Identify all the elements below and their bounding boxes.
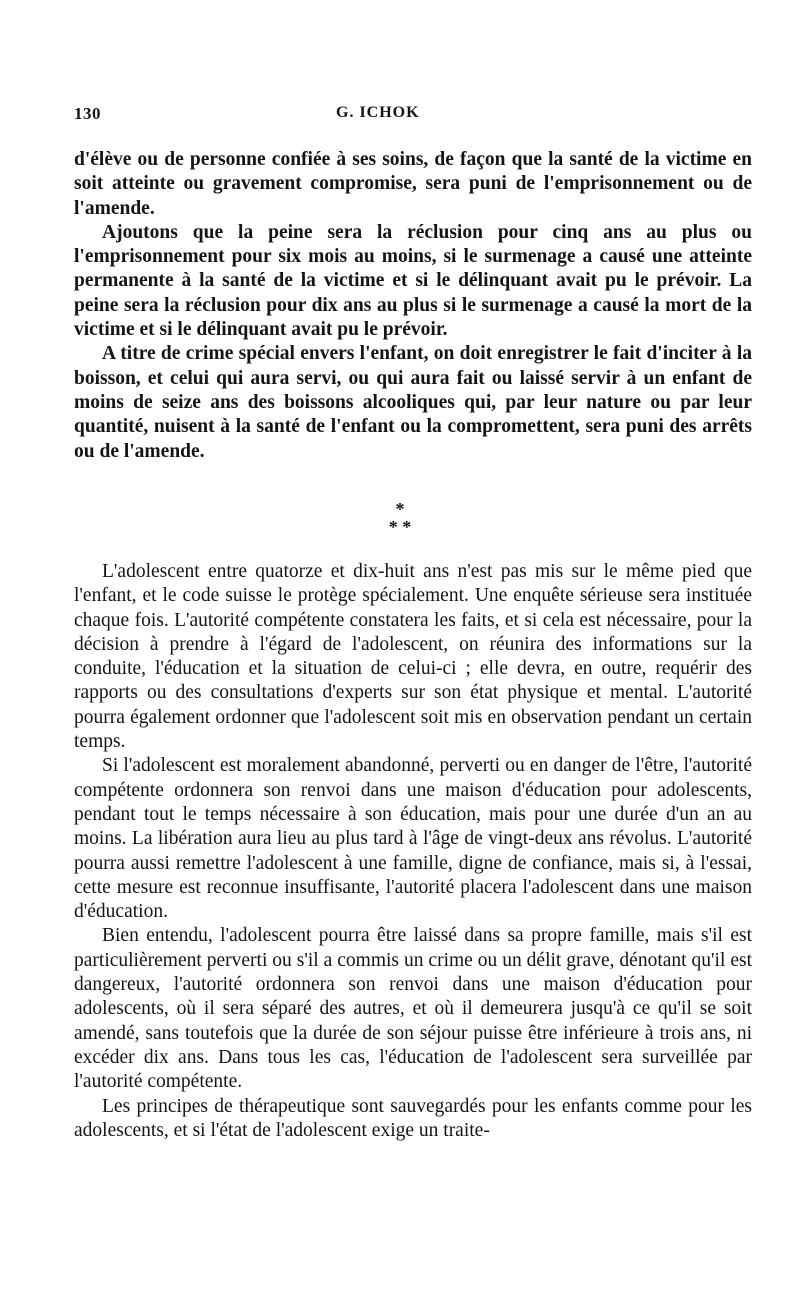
paragraph-family: Bien entendu, l'adolescent pourra être laissé dans sa propre famille, mais s'il est particulièrement perverti ou s'il a commis un crime ou un délit grave, dénotant qu'il est dangereux, l'autorité ordonnera son renvoi dans une maison d'éducation pour adolescents, où il sera séparé des autres, et où il demeurera jusqu'à ce qu'il se soit amendé, sans toutefois que la durée de son séjour puisse être inférieure à trois ans, ni excéder dix ans. Dans tous les cas, l'éducation de l'adolescent sera surveillée par l'autorité compétente.: [74, 925, 752, 1093]
text-block-bottom: [74, 560, 752, 1143]
paragraph-moral-abandonment: Si l'adolescent est moralement abandonné, perverti ou en danger de l'être, l'autorité compétente ordonnera son renvoi dans une maison d'éducation pour adolescents, pendant tout le temps nécessaire à son éducation, mais pour une durée d'un an au moins. La libération aura lieu au plus tard à l'âge de vingt-deux ans révolus. L'autorité pourra aussi remettre l'adolescent à une famille, digne de confiance, mais si, à l'essai, cette mesure est reconnue insuffisante, l'autorité placera l'adolescent dans une maison d'éducation.: [74, 755, 752, 923]
text-block-top: [74, 148, 752, 464]
asterism-top: *: [395, 499, 405, 519]
page-header: [74, 104, 754, 128]
paragraph-penalties: Ajoutons que la peine sera la réclusion pour cinq ans au plus ou l'emprisonnement pour six mois au moins, si le surmenage a causé une atteinte permanente à la santé de la victime et si le délinquant avait pu le prévoir. La peine sera la réclusion pour dix ans au plus si le surmenage a causé la mort de la victime et si le délinquant avait pu le prévoir.: [74, 221, 752, 341]
paragraph-adolescent-inquiry: L'adolescent entre quatorze et dix-huit ans n'est pas mis sur le même pied que l'enfant, et le code suisse le protège spécialement. Une enquête sérieuse sera instituée chaque fois. L'autorité compétente constatera les faits, et si cela est nécessaire, pour la décision à prendre à l'égard de l'adolescent, on réunira des informations sur la conduite, l'éducation et la situation de celui-ci ; elle devra, en outre, requérir des rapports ou des consultations d'experts sur son état physique et mental. L'autorité pourra également ordonner que l'adolescent soit mis en observation pendant un certain temps.: [74, 561, 752, 753]
paragraph-continuation: d'élève ou de personne confiée à ses soins, de façon que la santé de la victime en soit atteinte ou gravement compromise, sera puni de l'emprisonnement ou de l'amende.: [74, 149, 752, 219]
running-head: G. ICHOK: [336, 104, 420, 121]
asterism-bottom: * *: [388, 517, 412, 537]
section-separator: [370, 500, 430, 536]
page-number: 130: [74, 104, 101, 123]
paragraph-alcohol: A titre de crime spécial envers l'enfant, on doit enregistrer le fait d'inciter à la boisson, et celui qui aura servi, ou qui aura fait ou laissé servir à un enfant de moins de seize ans des boissons alcooliques qui, par leur nature ou par leur quantité, nuisent à la santé de l'enfant ou la compromettent, sera puni des arrêts ou de l'amende.: [74, 343, 752, 462]
paragraph-therapeutics: Les principes de thérapeutique sont sauvegardés pour les enfants comme pour les adolescents, et si l'état de l'adolescent exige un traite-: [74, 1095, 752, 1141]
